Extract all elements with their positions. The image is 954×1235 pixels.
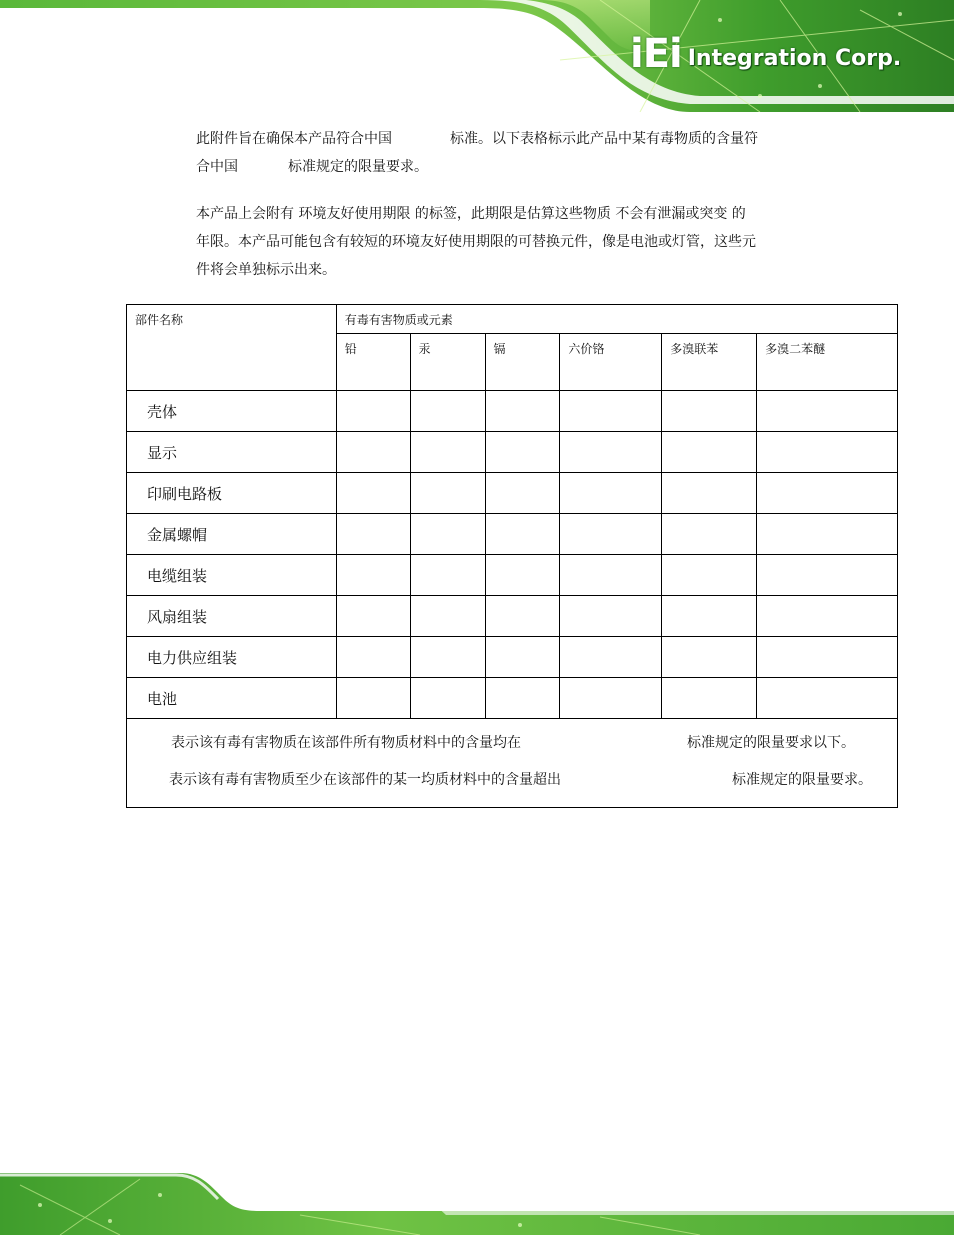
company-logo [630, 26, 902, 77]
substance-mercury: 汞 [410, 334, 485, 391]
table-row [127, 596, 898, 637]
epup-line-1: 本产品上会附有 环境友好使用期限 的标签，此期限是估算这些物质 不会有泄漏或突变 的 [196, 206, 746, 222]
table-row [127, 555, 898, 596]
legend-line-2: 表示该有毒有害物质至少在该部件的某一均质材料中的含量超出 标准规定的限量要求。 [169, 772, 872, 788]
row-label: 金属螺帽 [127, 514, 337, 555]
row-label: 电缆组装 [127, 555, 337, 596]
epup-line-3: 件将会单独标示出来。 [196, 262, 336, 278]
row-label: 印刷电路板 [127, 473, 337, 514]
substance-pbde: 多溴二苯醚 [757, 334, 898, 391]
row-label: 显示 [127, 432, 337, 473]
table-row [127, 514, 898, 555]
intro-line-1: 此附件旨在确保本产品符合中国 标准。以下表格标示此产品中某有毒物质的含量符 [196, 131, 758, 147]
legend-line-1: 表示该有毒有害物质在该部件所有物质材料中的含量均在 标准规定的限量要求以下。 [171, 735, 855, 751]
row-label: 电池 [127, 678, 337, 719]
table-row [127, 678, 898, 719]
substance-cadmium: 镉 [485, 334, 560, 391]
substance-chromium: 六价铬 [560, 334, 662, 391]
substance-lead: 铅 [336, 334, 410, 391]
row-label: 壳体 [127, 391, 337, 432]
row-label: 电力供应组装 [127, 637, 337, 678]
table-row [127, 432, 898, 473]
substance-pbb: 多溴联苯 [662, 334, 757, 391]
logo-mark: iEi [630, 31, 682, 77]
substances-header: 有毒有害物质或元素 [336, 305, 897, 334]
table-row [127, 391, 898, 432]
row-label: 风扇组装 [127, 596, 337, 637]
footer-banner [0, 1135, 954, 1235]
epup-line-2: 年限。本产品可能包含有较短的环境友好使用期限的可替换元件，像是电池或灯管，这些元 [196, 234, 756, 250]
part-name-header: 部件名称 [127, 305, 337, 391]
epup-paragraph [196, 200, 820, 284]
table-legend [127, 719, 898, 808]
intro-line-2: 合中国 标准规定的限量要求。 [196, 159, 428, 175]
table-row [127, 473, 898, 514]
hazardous-substances-table [126, 304, 898, 808]
table-row [127, 637, 898, 678]
logo-text: Integration Corp. [687, 46, 902, 71]
intro-paragraph [196, 125, 820, 181]
